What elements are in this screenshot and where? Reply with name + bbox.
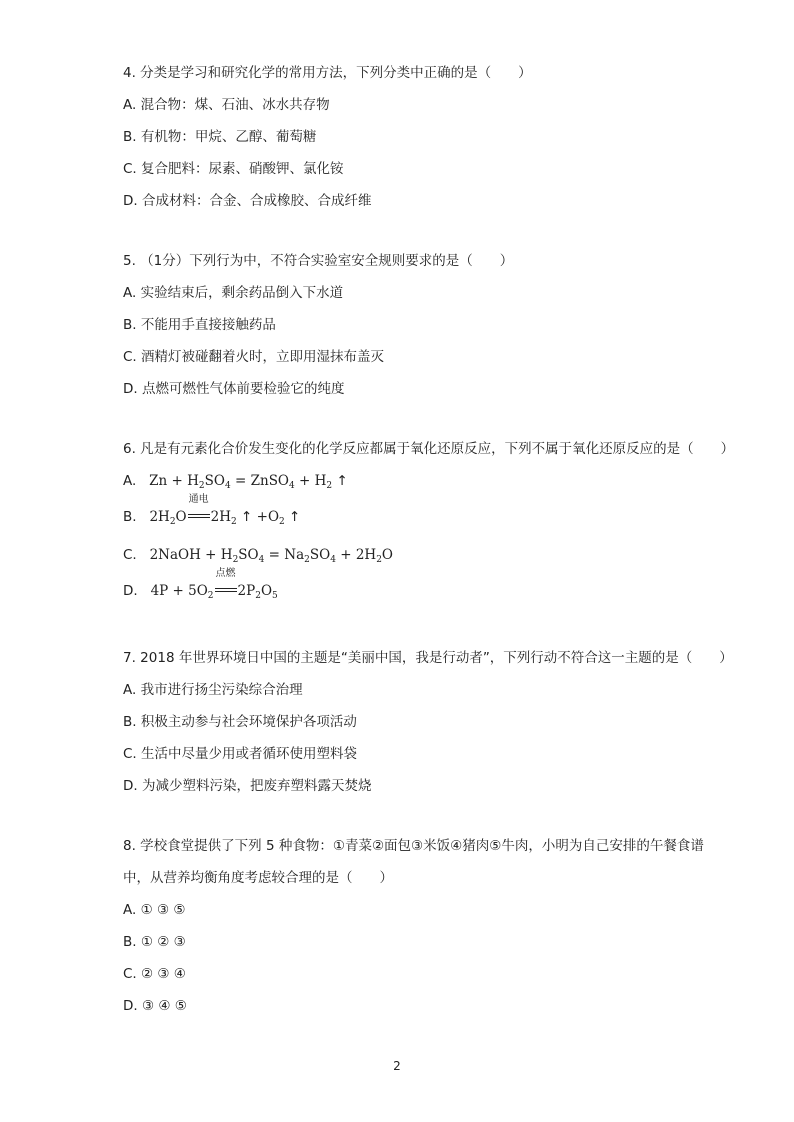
- question-6-option-b: [123, 494, 301, 527]
- question-8-stem-line-2: 中，从营养均衡角度考虑较合理的是（ ）: [123, 870, 393, 886]
- equation-c: 2NaOH + $H_2SO_4 = Na_2SO_4 + 2H_2O$: [141, 547, 393, 565]
- question-5-option-b: B. 不能用手直接接触药品: [123, 317, 276, 333]
- question-7-option-b: B. 积极主动参与社会环境保护各项活动: [123, 714, 357, 730]
- equation-b: $2H_2O$ 通电 $2H_2$ ↑ $+O_2$ ↑: [140, 494, 301, 527]
- question-6-option-d: [123, 568, 278, 601]
- equation-a: $Zn + H_2SO_4$ = ZnSO$_4$ + $H_2$ ↑: [140, 473, 348, 491]
- question-4-option-c: C. 复合肥料：尿素、硝酸钾、氯化铵: [123, 161, 344, 177]
- question-5-stem: 5. （1分）下列行为中，不符合实验室安全规则要求的是（ ）: [123, 253, 514, 269]
- option-label: A.: [123, 473, 137, 489]
- reaction-condition: 通电: [188, 508, 210, 526]
- question-7-option-d: D. 为减少塑料污染，把废弃塑料露天焚烧: [123, 778, 372, 794]
- question-8-option-a: A. ① ③ ⑤: [123, 902, 186, 918]
- question-4-stem: 4. 分类是学习和研究化学的常用方法，下列分类中正确的是（ ）: [123, 65, 532, 81]
- question-6-stem: 6. 凡是有元素化合价发生变化的化学反应都属于氧化还原反应，下列不属于氧化还原反应的是（ ）: [123, 441, 735, 457]
- question-6-option-a: [123, 472, 348, 490]
- question-7-stem: 7. 2018 年世界环境日中国的主题是“美丽中国，我是行动者”，下列行动不符合这一主题的是（ ）: [123, 650, 733, 666]
- option-label: B.: [123, 509, 137, 525]
- question-5-option-d: D. 点燃可燃性气体前要检验它的纯度: [123, 381, 345, 397]
- reaction-condition: 点燃: [215, 582, 237, 600]
- question-7-option-c: C. 生活中尽量少用或者循环使用塑料袋: [123, 746, 358, 762]
- question-8-option-c: C. ② ③ ④: [123, 966, 186, 982]
- question-6-option-c: [123, 546, 393, 564]
- question-4-option-a: A. 混合物：煤、石油、冰水共存物: [123, 97, 330, 113]
- question-5-option-c: C. 酒精灯被碰翻着火时，立即用湿抹布盖灭: [123, 349, 385, 365]
- question-7-option-a: A. 我市进行扬尘污染综合治理: [123, 682, 303, 698]
- option-label: D.: [123, 583, 138, 599]
- equation-d: $4P + 5O_2$ 点燃 $2P_2O_5$: [141, 568, 278, 601]
- question-8-stem-line-1: 8. 学校食堂提供了下列 5 种食物：①青菜②面包③米饭④猪肉⑤牛肉，小明为自己安排的午餐食谱: [123, 838, 704, 854]
- question-5-option-a: A. 实验结束后，剩余药品倒入下水道: [123, 285, 344, 301]
- question-8-option-b: B. ① ② ③: [123, 934, 186, 950]
- page-number: 2: [393, 1059, 401, 1073]
- option-label: C.: [123, 547, 137, 563]
- question-4-option-d: D. 合成材料：合金、合成橡胶、合成纤维: [123, 193, 372, 209]
- question-8-option-d: D. ③ ④ ⑤: [123, 998, 187, 1014]
- question-4-option-b: B. 有机物：甲烷、乙醇、葡萄糖: [123, 129, 317, 145]
